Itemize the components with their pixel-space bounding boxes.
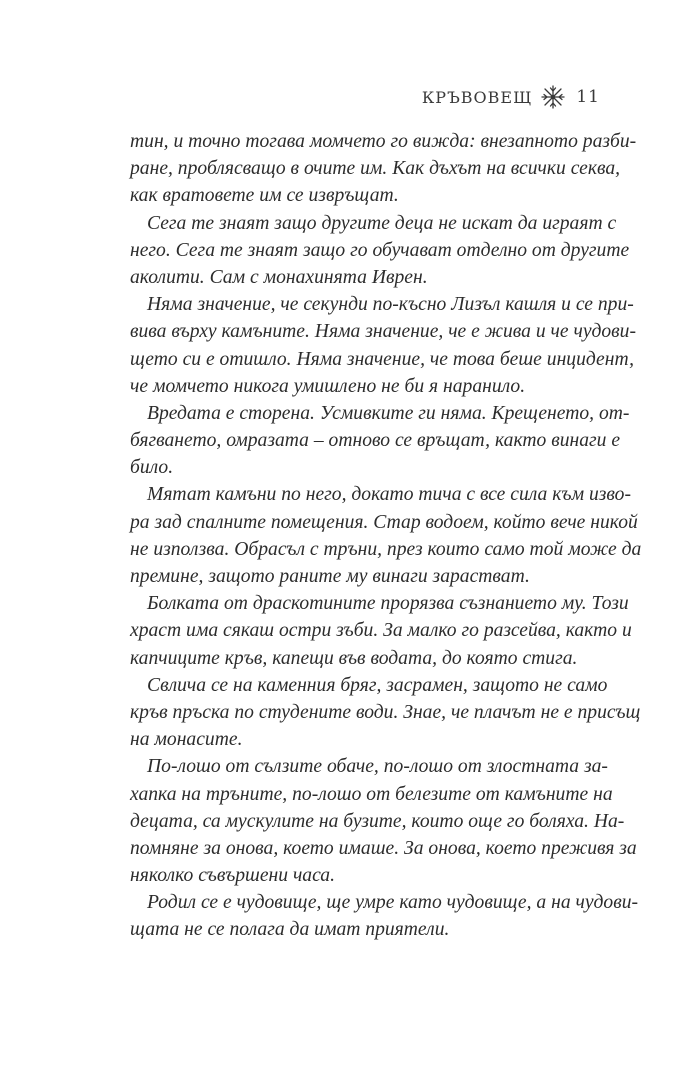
star-ornament-icon bbox=[540, 84, 566, 110]
text-line: По-лошо от сълзите обаче, по-лошо от злостната за- bbox=[147, 756, 608, 778]
text-line: вива върху камъните. Няма значение, че е жива и че чудови- bbox=[130, 321, 636, 343]
text-line: децата, са мускулите на бузите, които още го боляха. На- bbox=[130, 810, 625, 832]
paragraph bbox=[130, 889, 639, 943]
text-line: Няма значение, че секунди по-късно Лизъл кашля и се при- bbox=[147, 294, 634, 316]
text-line: бягването, омразата – отново се връщат, както винаги е bbox=[130, 430, 621, 452]
text-line: Болката от драскотините прорязва съзнанието му. Този bbox=[147, 593, 629, 615]
text-line: помняне за онова, което имаше. За онова, което преживя за bbox=[130, 837, 637, 859]
text-line: Сега те знаят защо другите деца не искат да играят с bbox=[147, 212, 617, 234]
text-line: щата не се полага да имат приятели. bbox=[130, 919, 450, 941]
body-text bbox=[130, 128, 642, 944]
text-line: храст има сякаш остри зъби. За малко го разсейва, както и bbox=[130, 620, 632, 642]
text-line: щето си е отишло. Няма значение, че това беше инцидент, bbox=[130, 348, 634, 370]
paragraph bbox=[130, 400, 630, 482]
paragraph bbox=[130, 481, 642, 590]
text-line: ра зад спалните помещения. Стар водоем, който вече никой bbox=[130, 511, 638, 533]
text-line: тин, и точно тогава момчето го вижда: внезапното разби- bbox=[130, 131, 637, 152]
text-line: било. bbox=[130, 457, 174, 479]
text-line: няколко съвършени часа. bbox=[130, 865, 335, 887]
text-line: Вредата е сторена. Усмивките ги няма. Крещенето, от- bbox=[147, 402, 630, 424]
text-line: хапка на тръните, по-лошо от белезите от камъните на bbox=[130, 783, 613, 805]
text-line: него. Сега те знаят защо го обучават отделно от другите bbox=[130, 239, 630, 261]
text-line: на монасите. bbox=[130, 729, 243, 751]
paragraph bbox=[130, 210, 630, 292]
text-line: премине, защото раните му винаги зарастват. bbox=[130, 566, 530, 587]
text-line: Родил се е чудовище, ще умре като чудовище, а на чудови- bbox=[147, 892, 639, 914]
text-line: ране, проблясващо в очите им. Как дъхът на всички секва, bbox=[130, 158, 621, 180]
running-title: КРЪВОВЕЩ bbox=[421, 87, 533, 107]
paragraph bbox=[130, 753, 637, 889]
text-line: кръв пръска по студените води. Знае, че плачът не е присъщ bbox=[130, 701, 641, 723]
paragraph bbox=[130, 128, 637, 210]
page-number: 11 bbox=[576, 87, 600, 107]
text-line: Мятат камъни по него, докато тича с все сила към изво- bbox=[147, 484, 631, 506]
paragraph bbox=[130, 291, 636, 400]
text-line: Свлича се на каменния бряг, засрамен, защото не само bbox=[147, 674, 608, 696]
paragraph bbox=[130, 590, 632, 672]
text-line: аколити. Сам с монахинята Иврен. bbox=[130, 266, 428, 288]
text-line: как вратовете им се извръщат. bbox=[130, 185, 399, 207]
running-header bbox=[422, 84, 600, 110]
paragraph bbox=[130, 672, 641, 754]
text-line: капчиците кръв, капещи във водата, до която стига. bbox=[130, 647, 578, 669]
text-line: че момчето никога умишлено не би я наранило. bbox=[130, 375, 526, 397]
text-line: не използва. Обрасъл с тръни, през които само той може да bbox=[130, 538, 642, 560]
